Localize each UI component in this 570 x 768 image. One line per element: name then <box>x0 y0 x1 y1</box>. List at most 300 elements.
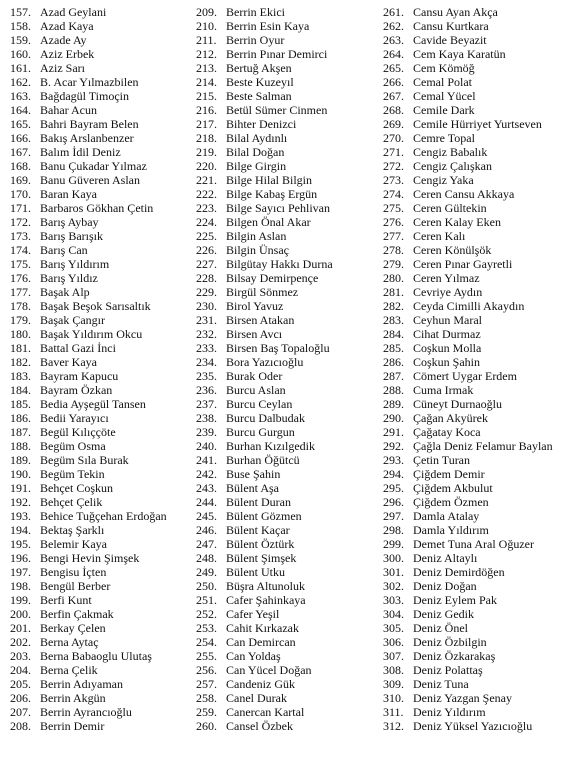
entry-number: 299. <box>383 537 404 551</box>
person-name: Bihter Denizci <box>226 117 297 131</box>
person-name: Berna Aytaç <box>40 635 99 649</box>
list-item <box>10 425 190 439</box>
entry-number: 305. <box>383 621 404 635</box>
person-name: Berna Çelik <box>40 663 98 677</box>
list-item <box>383 677 565 691</box>
entry-number: 228. <box>196 271 217 285</box>
list-item <box>383 649 565 663</box>
person-name: Cihat Durmaz <box>413 327 481 341</box>
list-item <box>383 523 565 537</box>
list-item <box>383 145 565 159</box>
list-item <box>10 33 190 47</box>
list-item <box>10 579 190 593</box>
person-name: Cemal Yücel <box>413 89 476 103</box>
entry-number: 195. <box>10 537 31 551</box>
person-name: Bilgin Ünsaç <box>226 243 289 257</box>
person-name: Deniz Demirdöğen <box>413 565 505 579</box>
person-name: Cemre Topal <box>413 131 475 145</box>
person-name: Bahar Acun <box>40 103 97 117</box>
entry-number: 264. <box>383 47 404 61</box>
list-item <box>196 19 376 33</box>
person-name: Cafer Şahinkaya <box>226 593 306 607</box>
entry-number: 234. <box>196 355 217 369</box>
person-name: Begüm Sıla Burak <box>40 453 129 467</box>
list-item <box>196 467 376 481</box>
person-name: Bülent Duran <box>226 495 291 509</box>
list-item <box>196 579 376 593</box>
person-name: Deniz Polattaş <box>413 663 483 677</box>
entry-number: 196. <box>10 551 31 565</box>
list-item <box>10 271 190 285</box>
person-name: Birsen Baş Topaloğlu <box>226 341 330 355</box>
list-item <box>196 495 376 509</box>
list-item <box>10 173 190 187</box>
person-name: Begül Kılıççöte <box>40 425 116 439</box>
entry-number: 297. <box>383 509 404 523</box>
entry-number: 164. <box>10 103 31 117</box>
list-item <box>196 593 376 607</box>
person-name: Barış Barışık <box>40 229 103 243</box>
person-name: Ceren Kalay Eken <box>413 215 501 229</box>
entry-number: 232. <box>196 327 217 341</box>
list-item <box>383 173 565 187</box>
person-name: Barış Yıldız <box>40 271 98 285</box>
entry-number: 293. <box>383 453 404 467</box>
entry-number: 310. <box>383 691 404 705</box>
list-item <box>383 299 565 313</box>
person-name: Bedia Ayşegül Tansen <box>40 397 146 411</box>
entry-number: 191. <box>10 481 31 495</box>
entry-number: 187. <box>10 425 31 439</box>
entry-number: 166. <box>10 131 31 145</box>
entry-number: 215. <box>196 89 217 103</box>
person-name: Begüm Osma <box>40 439 106 453</box>
list-item <box>10 649 190 663</box>
entry-number: 268. <box>383 103 404 117</box>
person-name: Can Demircan <box>226 635 296 649</box>
entry-number: 183. <box>10 369 31 383</box>
list-item <box>383 481 565 495</box>
entry-number: 267. <box>383 89 404 103</box>
person-name: Burhan Kızılgedik <box>226 439 315 453</box>
list-item <box>10 551 190 565</box>
list-item <box>10 117 190 131</box>
entry-number: 242. <box>196 467 217 481</box>
entry-number: 241. <box>196 453 217 467</box>
entry-number: 224. <box>196 215 217 229</box>
list-item <box>196 509 376 523</box>
entry-number: 221. <box>196 173 217 187</box>
entry-number: 254. <box>196 635 217 649</box>
entry-number: 194. <box>10 523 31 537</box>
entry-number: 218. <box>196 131 217 145</box>
list-item <box>10 89 190 103</box>
person-name: Çetin Turan <box>413 453 471 467</box>
person-name: Ceren Cansu Akkaya <box>413 187 515 201</box>
entry-number: 214. <box>196 75 217 89</box>
entry-number: 312. <box>383 719 404 733</box>
person-name: Burcu Aslan <box>226 383 286 397</box>
person-name: Cansu Ayan Akça <box>413 5 498 19</box>
list-item <box>10 467 190 481</box>
list-item <box>383 215 565 229</box>
list-item <box>196 145 376 159</box>
entry-number: 180. <box>10 327 31 341</box>
entry-number: 303. <box>383 593 404 607</box>
entry-number: 209. <box>196 5 217 19</box>
entry-number: 217. <box>196 117 217 131</box>
entry-number: 184. <box>10 383 31 397</box>
list-item <box>383 369 565 383</box>
entry-number: 308. <box>383 663 404 677</box>
list-item <box>196 61 376 75</box>
list-item <box>196 635 376 649</box>
person-name: Baran Kaya <box>40 187 97 201</box>
person-name: Bilge Sayıcı Pehlivan <box>226 201 330 215</box>
entry-number: 202. <box>10 635 31 649</box>
person-name: Berrin Oyur <box>226 33 285 47</box>
list-item <box>196 705 376 719</box>
entry-number: 253. <box>196 621 217 635</box>
name-column-2 <box>196 5 376 733</box>
list-item <box>383 131 565 145</box>
entry-number: 243. <box>196 481 217 495</box>
entry-number: 165. <box>10 117 31 131</box>
list-item <box>10 145 190 159</box>
entry-number: 258. <box>196 691 217 705</box>
person-name: Azad Geylani <box>40 5 107 19</box>
list-item <box>196 257 376 271</box>
list-item <box>383 397 565 411</box>
entry-number: 174. <box>10 243 31 257</box>
entry-number: 226. <box>196 243 217 257</box>
list-item <box>196 607 376 621</box>
person-name: Ceyda Cimilli Akaydın <box>413 299 525 313</box>
entry-number: 289. <box>383 397 404 411</box>
person-name: Başak Beşok Sarısaltık <box>40 299 151 313</box>
list-item <box>10 229 190 243</box>
person-name: Demet Tuna Aral Oğuzer <box>413 537 534 551</box>
entry-number: 200. <box>10 607 31 621</box>
list-item <box>383 537 565 551</box>
entry-number: 294. <box>383 467 404 481</box>
list-item <box>196 299 376 313</box>
entry-number: 204. <box>10 663 31 677</box>
person-name: Burcu Dalbudak <box>226 411 305 425</box>
list-item <box>383 565 565 579</box>
entry-number: 257. <box>196 677 217 691</box>
list-item <box>10 593 190 607</box>
entry-number: 233. <box>196 341 217 355</box>
entry-number: 177. <box>10 285 31 299</box>
list-item <box>196 481 376 495</box>
list-item <box>10 397 190 411</box>
list-item <box>10 75 190 89</box>
entry-number: 167. <box>10 145 31 159</box>
person-name: Bertuğ Akşen <box>226 61 292 75</box>
person-name: Bülent Aşa <box>226 481 279 495</box>
person-name: Barış Yıldırım <box>40 257 110 271</box>
entry-number: 193. <box>10 509 31 523</box>
list-item <box>383 509 565 523</box>
list-item <box>10 439 190 453</box>
entry-number: 212. <box>196 47 217 61</box>
person-name: Azade Ay <box>40 33 87 47</box>
list-item <box>10 481 190 495</box>
list-item <box>10 187 190 201</box>
entry-number: 179. <box>10 313 31 327</box>
list-item <box>10 103 190 117</box>
list-item <box>10 243 190 257</box>
person-name: Bilgen Önal Akar <box>226 215 311 229</box>
person-name: Bilgin Aslan <box>226 229 287 243</box>
list-item <box>383 719 565 733</box>
entry-number: 255. <box>196 649 217 663</box>
list-item <box>383 103 565 117</box>
entry-number: 230. <box>196 299 217 313</box>
person-name: Deniz Özbilgin <box>413 635 487 649</box>
entry-number: 276. <box>383 215 404 229</box>
entry-number: 161. <box>10 61 31 75</box>
list-item <box>10 509 190 523</box>
person-name: Ceren Könülşök <box>413 243 492 257</box>
list-item <box>383 551 565 565</box>
list-item <box>383 257 565 271</box>
person-name: Bektaş Şarklı <box>40 523 105 537</box>
person-name: Baver Kaya <box>40 355 97 369</box>
entry-number: 169. <box>10 173 31 187</box>
person-name: Ceren Pınar Gayretli <box>413 257 513 271</box>
list-item <box>383 663 565 677</box>
person-name: Cemal Polat <box>413 75 472 89</box>
name-list-page <box>10 5 565 745</box>
person-name: Birsen Avcı <box>226 327 283 341</box>
list-item <box>196 103 376 117</box>
entry-number: 216. <box>196 103 217 117</box>
list-item <box>196 383 376 397</box>
person-name: Deniz Eylem Pak <box>413 593 497 607</box>
person-name: Candeniz Gük <box>226 677 295 691</box>
entry-number: 208. <box>10 719 31 733</box>
person-name: Damla Atalay <box>413 509 480 523</box>
entry-number: 211. <box>196 33 217 47</box>
entry-number: 207. <box>10 705 31 719</box>
person-name: Behçet Çelik <box>40 495 103 509</box>
person-name: Başak Çangır <box>40 313 105 327</box>
person-name: Çağan Akyürek <box>413 411 488 425</box>
person-name: Berfi Kunt <box>40 593 92 607</box>
entry-number: 307. <box>383 649 404 663</box>
list-item <box>10 719 190 733</box>
list-item <box>383 635 565 649</box>
person-name: Cengiz Çalışkan <box>413 159 492 173</box>
person-name: Cansel Özbek <box>226 719 293 733</box>
person-name: Cavide Beyazit <box>413 33 487 47</box>
person-name: Ceren Gültekin <box>413 201 487 215</box>
list-item <box>10 215 190 229</box>
person-name: Çiğdem Demir <box>413 467 485 481</box>
entry-number: 158. <box>10 19 31 33</box>
entry-number: 197. <box>10 565 31 579</box>
person-name: Berrin Esin Kaya <box>226 19 310 33</box>
list-item <box>196 5 376 19</box>
entry-number: 282. <box>383 299 404 313</box>
person-name: Birsen Atakan <box>226 313 295 327</box>
entry-number: 192. <box>10 495 31 509</box>
person-name: Bilal Aydınlı <box>226 131 288 145</box>
person-name: Çağatay Koca <box>413 425 481 439</box>
list-item <box>383 593 565 607</box>
entry-number: 168. <box>10 159 31 173</box>
person-name: Cansu Kurtkara <box>413 19 489 33</box>
person-name: Belemir Kaya <box>40 537 107 551</box>
person-name: Burhan Öğütcü <box>226 453 300 467</box>
person-name: Battal Gazi İnci <box>40 341 116 355</box>
list-item <box>10 663 190 677</box>
list-item <box>10 131 190 145</box>
entry-number: 176. <box>10 271 31 285</box>
list-item <box>383 201 565 215</box>
entry-number: 178. <box>10 299 31 313</box>
entry-number: 281. <box>383 285 404 299</box>
list-item <box>383 89 565 103</box>
list-item <box>10 383 190 397</box>
entry-number: 278. <box>383 243 404 257</box>
list-item <box>383 327 565 341</box>
person-name: Berrin Adıyaman <box>40 677 123 691</box>
entry-number: 238. <box>196 411 217 425</box>
person-name: Berrin Demir <box>40 719 105 733</box>
person-name: Berna Babaoglu Ulutaş <box>40 649 152 663</box>
entry-number: 219. <box>196 145 217 159</box>
entry-number: 220. <box>196 159 217 173</box>
entry-number: 246. <box>196 523 217 537</box>
person-name: Berrin Akgün <box>40 691 106 705</box>
list-item <box>10 565 190 579</box>
list-item <box>196 215 376 229</box>
person-name: Cuma Irmak <box>413 383 474 397</box>
list-item <box>10 607 190 621</box>
person-name: Behçet Coşkun <box>40 481 113 495</box>
list-item <box>10 257 190 271</box>
list-item <box>196 369 376 383</box>
person-name: Bülent Kaçar <box>226 523 290 537</box>
person-name: Berrin Ekici <box>226 5 285 19</box>
entry-number: 225. <box>196 229 217 243</box>
entry-number: 213. <box>196 61 217 75</box>
person-name: Bağdagül Timoçin <box>40 89 130 103</box>
person-name: Bilge Girgin <box>226 159 287 173</box>
person-name: Ceren Kalı <box>413 229 466 243</box>
list-item <box>196 425 376 439</box>
list-item <box>10 201 190 215</box>
list-item <box>196 75 376 89</box>
entry-number: 269. <box>383 117 404 131</box>
person-name: Bora Yazıcıoğlu <box>226 355 304 369</box>
entry-number: 173. <box>10 229 31 243</box>
list-item <box>196 285 376 299</box>
list-item <box>10 47 190 61</box>
entry-number: 286. <box>383 355 404 369</box>
entry-number: 206. <box>10 691 31 705</box>
entry-number: 231. <box>196 313 217 327</box>
list-item <box>383 271 565 285</box>
person-name: Başak Yıldırım Okcu <box>40 327 143 341</box>
list-item <box>383 117 565 131</box>
list-item <box>383 691 565 705</box>
person-name: Bakış Arslanbenzer <box>40 131 134 145</box>
entry-number: 190. <box>10 467 31 481</box>
person-name: Cemile Dark <box>413 103 475 117</box>
person-name: Beste Salman <box>226 89 292 103</box>
entry-number: 245. <box>196 509 217 523</box>
person-name: Birgül Sönmez <box>226 285 299 299</box>
person-name: Barış Aybay <box>40 215 99 229</box>
list-item <box>196 201 376 215</box>
entry-number: 249. <box>196 565 217 579</box>
list-item <box>10 411 190 425</box>
list-item <box>196 117 376 131</box>
entry-number: 311. <box>383 705 404 719</box>
entry-number: 256. <box>196 663 217 677</box>
person-name: Bilal Doğan <box>226 145 285 159</box>
person-name: Can Yücel Doğan <box>226 663 312 677</box>
person-name: Cahit Kırkazak <box>226 621 299 635</box>
person-name: Burcu Ceylan <box>226 397 293 411</box>
entry-number: 296. <box>383 495 404 509</box>
list-item <box>383 341 565 355</box>
person-name: Bülent Gözmen <box>226 509 302 523</box>
person-name: Çiğdem Özmen <box>413 495 489 509</box>
list-item <box>196 271 376 285</box>
entry-number: 198. <box>10 579 31 593</box>
person-name: Cüneyt Durnaoğlu <box>413 397 502 411</box>
person-name: Bengi Hevin Şimşek <box>40 551 140 565</box>
person-name: Deniz Yıldırım <box>413 705 486 719</box>
entry-number: 270. <box>383 131 404 145</box>
entry-number: 279. <box>383 257 404 271</box>
person-name: B. Acar Yılmazbilen <box>40 75 139 89</box>
list-item <box>383 229 565 243</box>
entry-number: 188. <box>10 439 31 453</box>
list-item <box>196 243 376 257</box>
person-name: Berrin Pınar Demirci <box>226 47 328 61</box>
list-item <box>196 453 376 467</box>
list-item <box>196 187 376 201</box>
entry-number: 235. <box>196 369 217 383</box>
person-name: Banu Güveren Aslan <box>40 173 140 187</box>
entry-number: 300. <box>383 551 404 565</box>
entry-number: 304. <box>383 607 404 621</box>
person-name: Deniz Özkarakaş <box>413 649 496 663</box>
entry-number: 302. <box>383 579 404 593</box>
person-name: Berkay Çelen <box>40 621 106 635</box>
list-item <box>10 691 190 705</box>
entry-number: 260. <box>196 719 217 733</box>
list-item <box>196 621 376 635</box>
list-item <box>196 439 376 453</box>
person-name: Bilge Kabaş Ergün <box>226 187 318 201</box>
person-name: Cömert Uygar Erdem <box>413 369 517 383</box>
person-name: Deniz Önel <box>413 621 468 635</box>
person-name: Barbaros Gökhan Çetin <box>40 201 154 215</box>
person-name: Banu Çukadar Yılmaz <box>40 159 147 173</box>
list-item <box>383 425 565 439</box>
list-item <box>10 5 190 19</box>
list-item <box>196 649 376 663</box>
list-item <box>196 173 376 187</box>
person-name: Bayram Kapucu <box>40 369 119 383</box>
